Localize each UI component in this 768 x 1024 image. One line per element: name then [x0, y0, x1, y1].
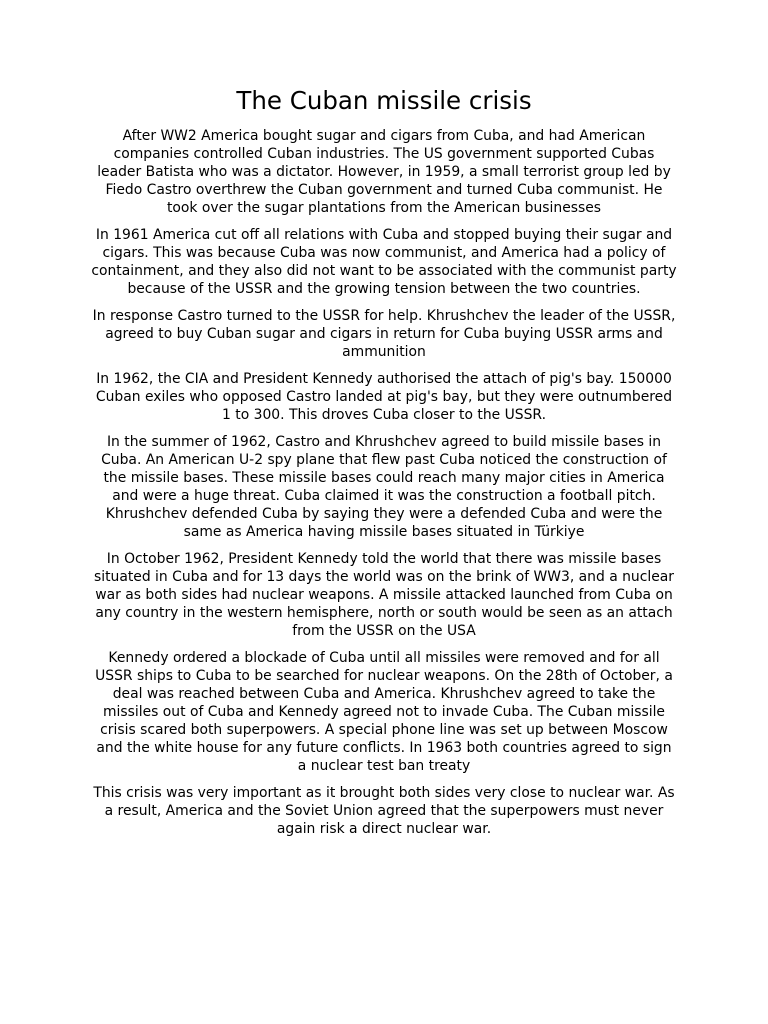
document-page	[90, 86, 678, 847]
paragraph-4: In 1962, the CIA and President Kennedy authorised the attach of pig's bay. 150000 Cuban exiles who opposed Castro landed at pig's bay, but they were outnumbered 1 to 300. This droves Cuba closer to the USSR.	[95, 371, 673, 423]
paragraph-2: In 1961 America cut off all relations with Cuba and stopped buying their sugar and cigars. This was because Cuba was now communist, and America had a policy of containment, and they also did not want to be associated with the communist party because of the USSR and the growing tension between the two countries.	[91, 227, 677, 297]
paragraph-7: Kennedy ordered a blockade of Cuba until all missiles were removed and for all USSR ships to Cuba to be searched for nuclear weapons. On the 28th of October, a deal was reached between Cuba and America. Khrushchev agreed to take the missiles out of Cuba and Kennedy agreed not to invade Cuba. The Cuban missile crisis scared both superpowers. A special phone line was set up between Moscow and the white house for any future conflicts. In 1963 both countries agreed to sign a nuclear test ban treaty	[95, 650, 673, 774]
paragraph-6: In October 1962, President Kennedy told the world that there was missile bases situated in Cuba and for 13 days the world was on the brink of WW3, and a nuclear war as both sides had nuclear weapons. A missile attacked launched from Cuba on any country in the western hemisphere, north or south would be seen as an attach from the USSR on the USA	[93, 551, 675, 639]
paragraph-5: In the summer of 1962, Castro and Khrushchev agreed to build missile bases in Cuba. An American U-2 spy plane that flew past Cuba noticed the construction of the missile bases. These missile bases could reach many major cities in America and were a huge threat. Cuba claimed it was the construction a football pitch. Khrushchev defended Cuba by saying they were a defended Cuba and were the same as America having missile bases situated in Türkiye	[101, 434, 667, 540]
paragraph-8: This crisis was very important as it brought both sides very close to nuclear war. As a result, America and the Soviet Union agreed that the superpowers must never again risk a direct nuclear war.	[93, 785, 675, 837]
paragraph-3: In response Castro turned to the USSR for help. Khrushchev the leader of the USSR, agreed to buy Cuban sugar and cigars in return for Cuba buying USSR arms and ammunition	[92, 308, 676, 360]
paragraph-1: After WW2 America bought sugar and cigars from Cuba, and had American companies controlled Cuban industries. The US government supported Cubas leader Batista who was a dictator. However, in 1959, a small terrorist group led by Fiedo Castro overthrew the Cuban government and turned Cuba communist. He took over the sugar plantations from the American businesses	[97, 128, 671, 216]
document-title: The Cuban missile crisis	[236, 86, 532, 115]
